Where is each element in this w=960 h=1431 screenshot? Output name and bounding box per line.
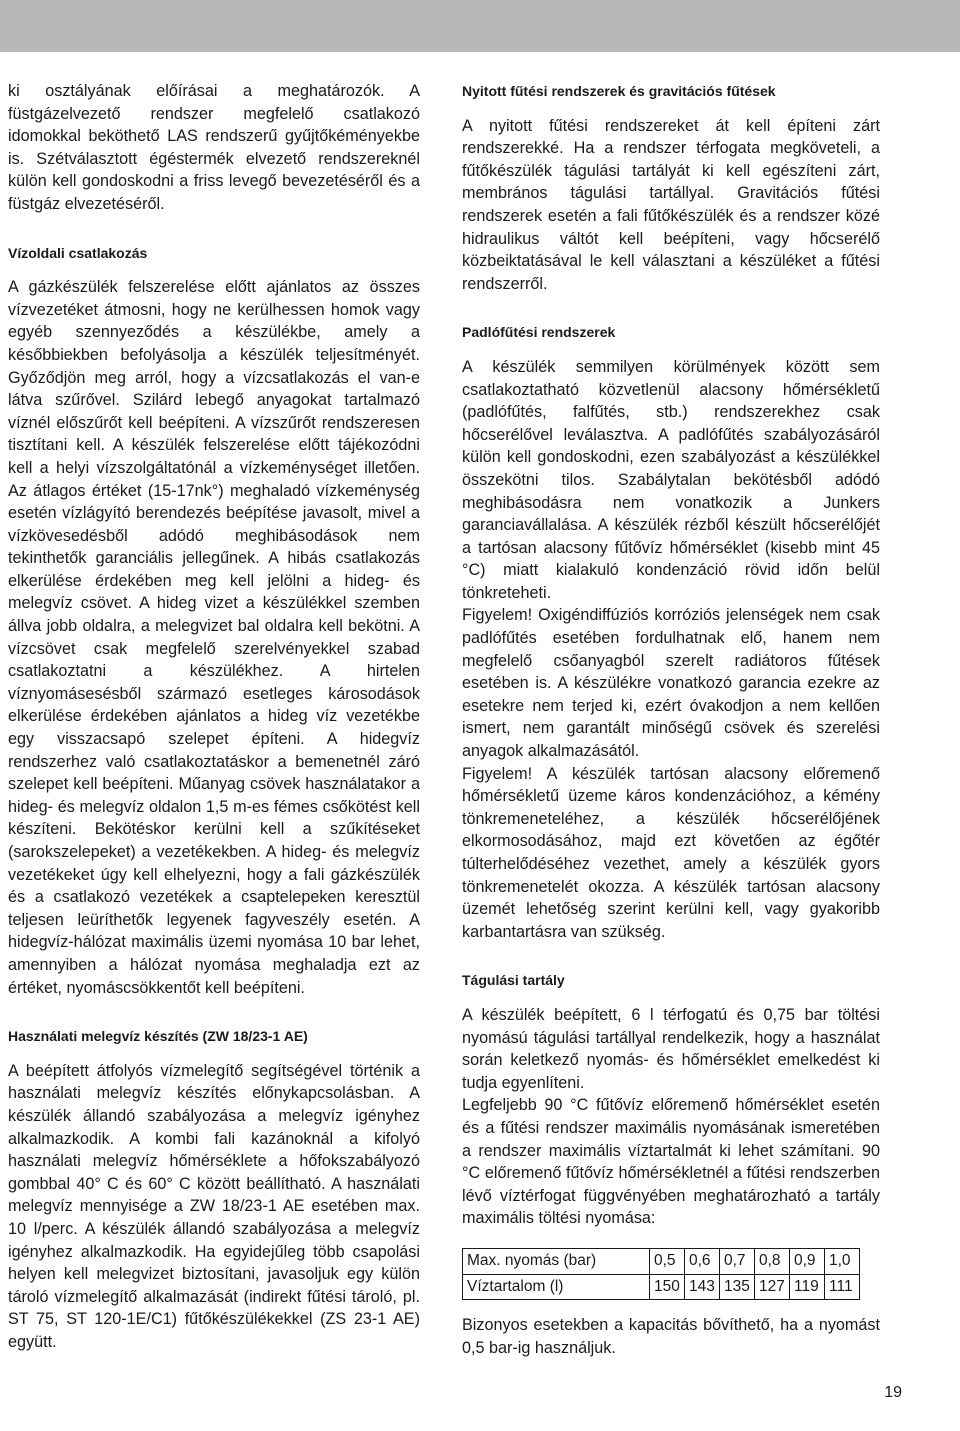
table-cell: 143 — [685, 1274, 720, 1300]
hot-water-heading: Használati melegvíz készítés (ZW 18/23-1 AE) — [8, 1028, 308, 1045]
pressure-volume-table — [462, 1248, 860, 1300]
open-systems-heading: Nyitott fűtési rendszerek és gravitációs fűtések — [462, 83, 776, 99]
floor-heating-paragraph: A készülék semmilyen körülmények között sem csatlakoztatható közvetlenül alacsony hőmérsékletű (padlófűtés, falfűtés, stb.) rendszerekhez csak hőcserélővel leválasztva. A padlófűtés szabályozásáról külön kell gondoskodni, ezen szabályozást a készülékkel összekötni tilos. Szabálytalan bekötésből adódó meghibásodásra nem vonatkozik a Junkers garanciavállalása. A készülék rézből készült hőcserélőjét a tartósan alacsony fűtővíz hőmérséklet (kisebb mint 45 °C) miatt kialakuló kondenzáció rövid időn belül tönkreteheti. — [462, 357, 880, 602]
table-row-label: Víztartalom (l) — [463, 1274, 650, 1300]
page-number: 19 — [884, 1384, 902, 1401]
table-cell: 0,8 — [755, 1248, 790, 1274]
table-cell: 111 — [825, 1274, 860, 1300]
expansion-tank-paragraph-1: A készülék beépített, 6 l térfogatú és 0,75 bar töltési nyomású tágulási tartállyal rendelkezik, hogy a használat során keletkező nyomás- és hőmérséklet emelkedést ki tudja egyenlíteni. — [462, 1005, 880, 1092]
table-row-label: Max. nyomás (bar) — [463, 1248, 650, 1274]
warning-paragraph-1: Figyelem! Oxigéndiffúziós korróziós jelenségek nem csak padlófűtés esetében fordulhatnak elő, hanem nem megfelelő csőanyagból szerelt radiátoros fűtések esetében is. A készülékre vonatkozó garancia ezekre az esetekre nem terjed ki, ezért óvakodjon a nem kellően ismert, nem garantált minőségű csövek és szerelési anyagok alkalmazásától. — [462, 606, 880, 761]
table-cell: 0,5 — [650, 1248, 685, 1274]
warning-paragraph-2: Figyelem! A készülék tartósan alacsony előremenő hőmérsékletű üzeme káros kondenzációhoz, a kémény tönkremeneteléhez, a készülék hőcserélőjének elkormosodásához, majd ezt követően az égőtér túlterhelődéséhez vezethet, amely a készülék gyors tönkremenetelét okozza. A készülék tartósan alacsony üzemét lehetőség szerint kerülni kell, vagy gyakoribb karbantartásra van szükség. — [462, 764, 880, 941]
table-cell: 1,0 — [825, 1248, 860, 1274]
table-cell: 135 — [720, 1274, 755, 1300]
water-connection-heading: Vízoldali csatlakozás — [8, 244, 148, 261]
right-column — [462, 80, 880, 1359]
top-gray-bar — [0, 0, 960, 52]
closing-paragraph: Bizonyos esetekben a kapacitás bővíthető, ha a nyomást 0,5 bar-ig használjuk. — [462, 1316, 880, 1357]
table-cell: 0,7 — [720, 1248, 755, 1274]
table-row — [463, 1274, 860, 1300]
table-cell: 119 — [790, 1274, 825, 1300]
hot-water-paragraph: A beépített átfolyós vízmelegítő segítségével történik a használati melegvíz készítés előnykapcsolásban. A készülék állandó szabályozása a melegvíz igényhez alkalmazkodik. A kombi fali kazánoknál a kifolyó használati melegvíz hőmérséklete a hőfokszabályozó gombbal 40° C és 60° C között beállítható. A használati melegvíz mennyisége a ZW 18/23-1 AE esetében max. 10 l/perc. A készülék állandó szabályozása a melegvíz igényhez alkalmazkodik. Ha egyidejűleg több csapolási helyen kell melegvizet biztosítani, javasoljuk egy külön tároló vízmelegítő alkalmazását (indirekt fűtési tároló, pl. ST 75, ST 120-1E/C1) fűtőkészülékekkel (ZS 23-1 AE) együtt. — [8, 1061, 420, 1351]
expansion-tank-heading: Tágulási tartály — [462, 972, 565, 989]
water-connection-paragraph: A gázkészülék felszerelése előtt ajánlatos az összes vízvezetéket átmosni, hogy ne kerülhessen homok vagy egyéb szennyeződés a készülékbe, amely a későbbiekben befolyásolja a készülék teljesítményét. Győződjön meg arról, hogy a vízcsatlakozás el van-e látva szűrővel. Szilárd lebegő anyagokat tartalmazó víznél előszűrőt kell beépíteni. A vízszűrőt rendszeresen tisztítani kell. A készülék felszerelése előtt tájékozódni kell a helyi vízszolgáltatónál a vízkeménységet illetően. Az átlagos értéket (15-17nk°) meghaladó vízkeménység esetén vízlágyító berendezés beépítése javasolt, mivel a vízkövesedésből adódó meghibásodások nem tekinthetők garanciális jellegűnek. A hibás csatlakozás elkerülése érdekében meg kell jelölni a hideg- és melegvíz csövet. A hideg vizet a készülékkel szemben állva jobb oldalra, a melegvizet bal oldalra kell bekötni. A vízcsövet csak megfelelő szerelvényekkel szabad csatlakoztatni a készülékhez. A hirtelen víznyomásesésből származó esetleges károsodások elkerülése érdekében ajánlatos a hideg víz vezetékbe egy visszacsapó szelepet építeni. A hidegvíz rendszerhez való csatlakoztatáskor a bemenetnél záró szelepet kell beépíteni. Műanyag csövek használatakor a hideg- és melegvíz oldalon 1,5 m-es fémes csőkötést kell készíteni. Bekötéskor kerülni kell a szűkítéseket (sarokszelepeket) a vezetékekben. A hideg- és melegvíz vezetékeket úgy kell elhelyezni, hogy a fali gázkészülék és a csatlakozó vezetékek a csaptelepeken keresztül teljesen leüríthetők legyenek fagyveszély esetén. A hidegvíz-hálózat maximális üzemi nyomása 10 bar lehet, amennyiben a hálózat nyomása meghaladja ezt az értéket, nyomáscsökkentőt kell beépíteni. — [8, 278, 420, 997]
intro-paragraph: ki osztályának előírásai a meghatározók. A füstgázelvezető rendszer megfelelő csatlakozó idomokkal beköthető LAS rendszerű gyűjtőkéményekbe is. Szétválasztott égéstermék elvezető rendszereknél külön kell gondoskodni a friss levegő bevezetéséről és a füstgáz elvezetéséről. — [8, 82, 420, 213]
table-cell: 0,6 — [685, 1248, 720, 1274]
left-column — [8, 80, 420, 1353]
table-row — [463, 1248, 860, 1274]
floor-heating-heading: Padlófűtési rendszerek — [462, 324, 616, 341]
table-cell: 127 — [755, 1274, 790, 1300]
expansion-tank-paragraph-2: Legfeljebb 90 °C fűtővíz előremenő hőmérséklet esetén és a fűtési rendszer maximális nyomásának ismeretében a rendszer maximális víztartalmát ki lehet számítani. 90 °C előremenő fűtővíz hőmérsékletnél a fűtési rendszerben lévő víztérfogat függvényében meghatározható a tartály maximális töltési nyomása: — [462, 1096, 880, 1228]
table-cell: 150 — [650, 1274, 685, 1300]
open-systems-paragraph: A nyitott fűtési rendszereket át kell építeni zárt rendszerekké. Ha a rendszer térfogata megköveteli, a fűtőkészülék tágulási tartályát ki kell egészíteni zárt, membrános tágulási tartállyal. Gravitációs fűtési rendszerek esetén a fali fűtőkészülék és a rendszer közé hidraulikus váltót kell beépíteni, vagy hőcserélő közbeiktatásával le kell választani a készüléket a fűtési rendszerről. — [462, 116, 880, 293]
table-cell: 0,9 — [790, 1248, 825, 1274]
